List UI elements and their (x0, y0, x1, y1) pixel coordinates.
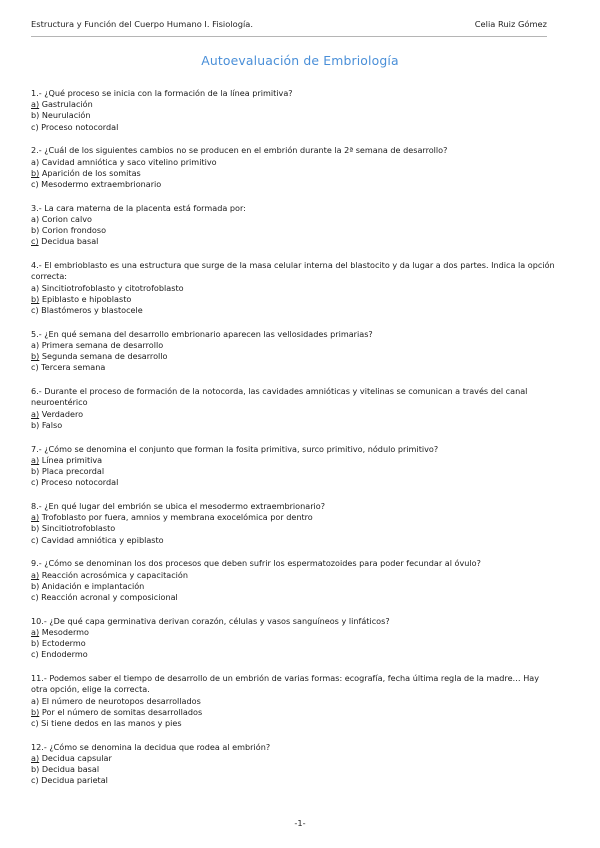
answer-option (31, 627, 558, 638)
option-text: Proceso notocordal (38, 477, 119, 488)
option-letter: c) (31, 649, 39, 660)
question-block (31, 386, 558, 431)
question-block (31, 444, 558, 489)
option-text: Ectodermo (39, 638, 86, 649)
question-block (31, 260, 558, 316)
option-letter: c) (31, 534, 39, 545)
option-text: Sincitiotrofoblasto (39, 523, 116, 534)
option-letter: c) (31, 718, 39, 729)
answer-option (31, 753, 558, 764)
option-letter: b) (31, 419, 40, 430)
option-letter: b) (31, 523, 40, 534)
correct-option-letter: a) (31, 408, 40, 419)
option-text: Trofoblasto por fuera, amnios y membrana exocelómica por dentro (39, 512, 313, 523)
option-letter: a) (31, 340, 40, 351)
answer-option (31, 707, 558, 718)
option-text: Decidua basal (39, 764, 100, 775)
question-block (31, 203, 558, 248)
page-header (31, 19, 547, 31)
answer-option (31, 696, 558, 707)
answer-option (31, 477, 558, 488)
question-block (31, 558, 558, 603)
answer-option (31, 214, 558, 225)
answer-option (31, 225, 558, 236)
question-block (31, 742, 558, 787)
answer-option (31, 340, 558, 351)
question-text: 8.- ¿En qué lugar del embrión se ubica el mesodermo extraembrionario? (31, 501, 326, 512)
question-text: 9.- ¿Cómo se denominan los dos procesos que deben sufrir los espermatozoides para poder fecundar al óvulo? (31, 558, 481, 569)
option-text: Blastómeros y blastocele (38, 305, 143, 316)
question-text: 6.- Durante el proceso de formación de la notocorda, las cavidades amnióticas y vitelinas se comunican a través del canal neuroentérico (31, 386, 528, 408)
question-text: 1.- ¿Qué proceso se inicia con la formación de la línea primitiva? (31, 88, 293, 98)
correct-option-letter: a) (31, 627, 40, 638)
option-letter: b) (31, 764, 40, 775)
option-letter: c) (31, 477, 39, 488)
option-text: Falso (39, 419, 63, 430)
option-text: Corion calvo (39, 214, 92, 225)
answer-option (31, 466, 558, 477)
answer-option (31, 764, 558, 775)
question-text: 12.- ¿Cómo se denomina la decidua que rodea al embrión? (31, 741, 271, 752)
option-text: Reacción acrosómica y capacitación (39, 569, 188, 580)
correct-option-letter: c) (31, 236, 39, 247)
question-block (31, 145, 558, 190)
correct-option-letter: a) (31, 569, 40, 580)
question-text: 4.- El embrioblasto es una estructura que surge de la masa celular interna del blastocito y da lugar a dos partes. Indica la opción correcta: (31, 260, 555, 282)
answer-option (31, 157, 558, 168)
option-letter: b) (31, 466, 40, 477)
option-letter: c) (31, 362, 39, 373)
option-text: Proceso notocordal (38, 121, 119, 132)
answer-option (31, 592, 558, 603)
option-text: Epiblasto e hipoblasto (39, 293, 132, 304)
answer-option (31, 99, 558, 110)
option-letter: b) (31, 580, 40, 591)
option-text: Placa precordal (39, 466, 105, 477)
answer-option (31, 535, 558, 546)
option-letter: a) (31, 156, 40, 167)
option-text: Si tiene dedos en las manos y pies (38, 718, 182, 729)
correct-option-letter: a) (31, 512, 40, 523)
answer-option (31, 455, 558, 466)
correct-option-letter: b) (31, 167, 40, 178)
option-text: Endodermo (38, 649, 88, 660)
question-block (31, 329, 558, 374)
option-text: Cavidad amniótica y epiblasto (38, 534, 164, 545)
questions-list (31, 88, 558, 799)
header-divider (31, 36, 547, 37)
answer-option (31, 110, 558, 121)
option-text: El número de neurotopos desarrollados (39, 695, 201, 706)
header-author: Celia Ruiz Gómez (474, 19, 547, 29)
question-block (31, 501, 558, 546)
answer-option (31, 294, 558, 305)
option-letter: c) (31, 179, 39, 190)
answer-option (31, 638, 558, 649)
option-text: Verdadero (39, 408, 84, 419)
answer-option (31, 305, 558, 316)
option-text: Reacción acronal y composicional (38, 592, 178, 603)
option-text: Gastrulación (39, 99, 93, 110)
answer-option (31, 351, 558, 362)
question-block (31, 88, 558, 133)
answer-option (31, 168, 558, 179)
option-text: Anidación e implantación (39, 580, 145, 591)
answer-option (31, 122, 558, 133)
option-letter: b) (31, 638, 40, 649)
answer-option (31, 409, 558, 420)
answer-option (31, 420, 558, 431)
question-block (31, 673, 558, 729)
question-text: 7.- ¿Cómo se denomina el conjunto que forman la fosita primitiva, surco primitivo, nódulo primitivo? (31, 443, 439, 454)
option-letter: c) (31, 775, 39, 786)
option-letter: c) (31, 592, 39, 603)
question-text: 2.- ¿Cuál de los siguientes cambios no se producen en el embrión durante la 2ª semana de desarrollo? (31, 145, 448, 156)
question-text: 11.- Podemos saber el tiempo de desarrollo de un embrión de varias formas: ecografía, fecha última regla de la madre… Hay otra opción, elige la correcta. (31, 673, 540, 695)
option-text: Decidua parietal (38, 775, 108, 786)
correct-option-letter: a) (31, 753, 40, 764)
option-letter: c) (31, 121, 39, 132)
page-number: -1- (294, 818, 306, 828)
correct-option-letter: a) (31, 99, 40, 110)
option-text: Cavidad amniótica y saco vitelino primitivo (39, 156, 217, 167)
answer-option (31, 649, 558, 660)
answer-option (31, 236, 558, 247)
answer-option (31, 179, 558, 190)
option-letter: b) (31, 110, 40, 121)
option-text: Primera semana de desarrollo (39, 340, 164, 351)
option-text: Tercera semana (38, 362, 106, 373)
option-text: Corion frondoso (39, 225, 107, 236)
option-text: Sincitiotrofoblasto y citotrofoblasto (39, 282, 184, 293)
answer-option (31, 523, 558, 534)
option-letter: c) (31, 305, 39, 316)
option-letter: a) (31, 214, 40, 225)
page-title: Autoevaluación de Embriología (201, 53, 399, 68)
question-text: 5.- ¿En qué semana del desarrollo embrionario aparecen las vellosidades primarias? (31, 328, 373, 339)
answer-option (31, 283, 558, 294)
correct-option-letter: b) (31, 706, 40, 717)
answer-option (31, 718, 558, 729)
option-text: Línea primitiva (39, 454, 103, 465)
option-text: Neurulación (39, 110, 91, 121)
correct-option-letter: b) (31, 351, 40, 362)
question-text: 10.- ¿De qué capa germinativa derivan corazón, células y vasos sanguíneos y linfáticos? (31, 615, 390, 626)
option-letter: b) (31, 225, 40, 236)
option-letter: a) (31, 282, 40, 293)
option-text: Decidua capsular (39, 753, 112, 764)
option-text: Mesodermo (39, 627, 89, 638)
option-text: Por el número de somitas desarrollados (39, 706, 203, 717)
answer-option (31, 362, 558, 373)
answer-option (31, 775, 558, 786)
header-course: Estructura y Función del Cuerpo Humano I. Fisiología. (31, 19, 253, 29)
option-text: Aparición de los somitas (39, 167, 141, 178)
option-letter: a) (31, 695, 40, 706)
option-text: Mesodermo extraembrionario (38, 179, 162, 190)
answer-option (31, 570, 558, 581)
correct-option-letter: b) (31, 293, 40, 304)
answer-option (31, 512, 558, 523)
question-text: 3.- La cara materna de la placenta está formada por: (31, 202, 246, 213)
question-block (31, 616, 558, 661)
option-text: Segunda semana de desarrollo (39, 351, 168, 362)
correct-option-letter: a) (31, 454, 40, 465)
answer-option (31, 581, 558, 592)
option-text: Decidua basal (38, 236, 99, 247)
